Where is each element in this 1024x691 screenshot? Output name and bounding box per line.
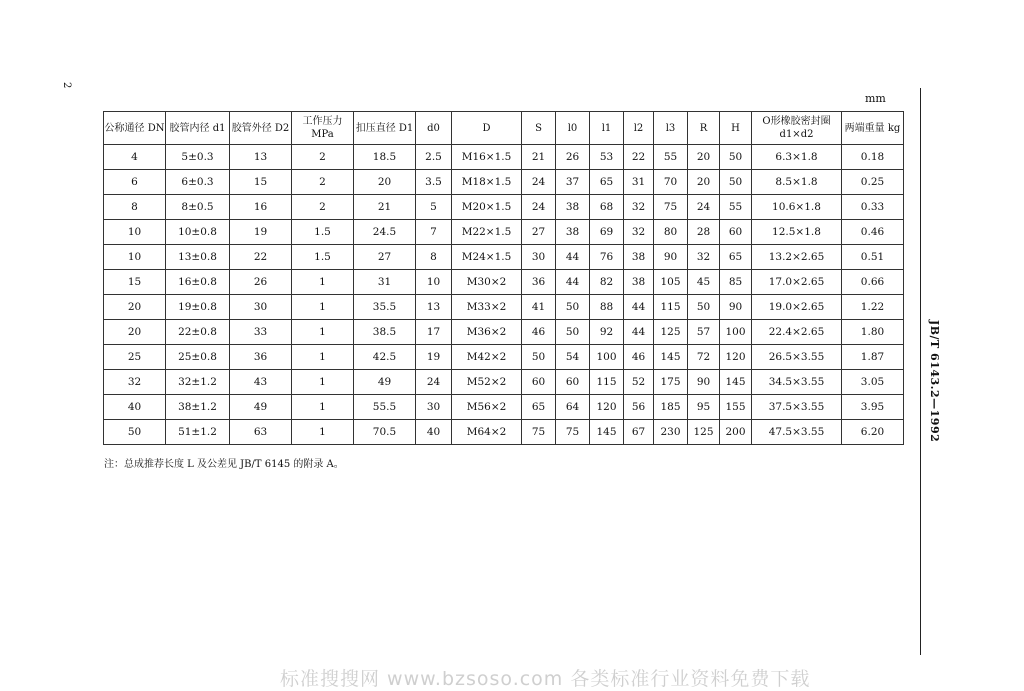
- table-cell: 1: [292, 295, 354, 320]
- table-cell: 72: [688, 345, 720, 370]
- table-cell: 75: [522, 420, 556, 445]
- table-row: [104, 145, 904, 170]
- table-cell: M33×2: [452, 295, 522, 320]
- table-cell: M24×1.5: [452, 245, 522, 270]
- table-cell: 50: [556, 295, 590, 320]
- table-cell: 13±0.8: [166, 245, 230, 270]
- table-cell: 38.5: [354, 320, 416, 345]
- table-cell: 1.87: [842, 345, 904, 370]
- table-row: [104, 170, 904, 195]
- table-cell: 6±0.3: [166, 170, 230, 195]
- table-cell: 1.5: [292, 220, 354, 245]
- table-cell: 115: [590, 370, 624, 395]
- table-cell: M16×1.5: [452, 145, 522, 170]
- table-cell: 50: [720, 170, 752, 195]
- table-cell: 5: [416, 195, 452, 220]
- table-cell: 22.4×2.65: [752, 320, 842, 345]
- table-cell: 38: [624, 245, 654, 270]
- table-cell: M42×2: [452, 345, 522, 370]
- table-cell: 68: [590, 195, 624, 220]
- table-cell: 145: [720, 370, 752, 395]
- column-header: l3: [654, 112, 688, 145]
- column-header: H: [720, 112, 752, 145]
- table-cell: 32: [624, 220, 654, 245]
- table-cell: 16±0.8: [166, 270, 230, 295]
- table-cell: 60: [720, 220, 752, 245]
- table-row: [104, 270, 904, 295]
- table-cell: 22: [230, 245, 292, 270]
- table-cell: 100: [720, 320, 752, 345]
- table-cell: 64: [556, 395, 590, 420]
- table-cell: 16: [230, 195, 292, 220]
- table-cell: 125: [688, 420, 720, 445]
- table-cell: 8.5×1.8: [752, 170, 842, 195]
- table-cell: 88: [590, 295, 624, 320]
- table-cell: 145: [590, 420, 624, 445]
- table-cell: 38: [624, 270, 654, 295]
- table-cell: 32: [104, 370, 166, 395]
- table-cell: M22×1.5: [452, 220, 522, 245]
- table-cell: 28: [688, 220, 720, 245]
- table-cell: 50: [104, 420, 166, 445]
- table-cell: 1: [292, 320, 354, 345]
- table-cell: 43: [230, 370, 292, 395]
- column-header: 胶管外径 D2: [230, 112, 292, 145]
- table-cell: 55: [654, 145, 688, 170]
- spec-table: [103, 111, 904, 445]
- table-cell: 1.5: [292, 245, 354, 270]
- table-cell: 30: [522, 245, 556, 270]
- table-cell: 6.20: [842, 420, 904, 445]
- unit-label: mm: [865, 92, 886, 105]
- table-cell: M64×2: [452, 420, 522, 445]
- table-cell: 5±0.3: [166, 145, 230, 170]
- table-cell: 21: [522, 145, 556, 170]
- table-cell: 52: [624, 370, 654, 395]
- table-cell: 24.5: [354, 220, 416, 245]
- table-cell: 76: [590, 245, 624, 270]
- table-cell: M20×1.5: [452, 195, 522, 220]
- table-cell: 8: [104, 195, 166, 220]
- table-cell: 0.51: [842, 245, 904, 270]
- table-cell: 90: [654, 245, 688, 270]
- table-cell: 54: [556, 345, 590, 370]
- table-cell: 10.6×1.8: [752, 195, 842, 220]
- column-header: R: [688, 112, 720, 145]
- table-cell: 70: [654, 170, 688, 195]
- table-cell: 85: [720, 270, 752, 295]
- table-cell: 12.5×1.8: [752, 220, 842, 245]
- table-cell: M56×2: [452, 395, 522, 420]
- table-cell: 0.25: [842, 170, 904, 195]
- table-body: [104, 145, 904, 445]
- table-cell: 21: [354, 195, 416, 220]
- table-cell: 75: [556, 420, 590, 445]
- table-cell: 3.05: [842, 370, 904, 395]
- table-cell: 20: [688, 170, 720, 195]
- table-cell: 24: [522, 195, 556, 220]
- table-row: [104, 220, 904, 245]
- table-cell: 30: [230, 295, 292, 320]
- column-header: D: [452, 112, 522, 145]
- table-cell: 31: [354, 270, 416, 295]
- table-cell: M36×2: [452, 320, 522, 345]
- table-cell: 19: [230, 220, 292, 245]
- table-cell: 13: [230, 145, 292, 170]
- table-cell: 1: [292, 345, 354, 370]
- table-cell: 63: [230, 420, 292, 445]
- table-cell: 33: [230, 320, 292, 345]
- table-cell: 8: [416, 245, 452, 270]
- table-cell: 24: [416, 370, 452, 395]
- table-cell: 80: [654, 220, 688, 245]
- table-cell: 67: [624, 420, 654, 445]
- table-cell: 36: [230, 345, 292, 370]
- table-cell: 22: [624, 145, 654, 170]
- table-cell: 25±0.8: [166, 345, 230, 370]
- table-cell: 55: [720, 195, 752, 220]
- table-row: [104, 395, 904, 420]
- table-cell: 145: [654, 345, 688, 370]
- table-cell: 200: [720, 420, 752, 445]
- table-cell: 37: [556, 170, 590, 195]
- table-cell: 1: [292, 270, 354, 295]
- table-cell: 20: [104, 320, 166, 345]
- table-cell: 69: [590, 220, 624, 245]
- column-header: 公称通径 DN: [104, 112, 166, 145]
- standard-code: JB/T 6143.2—1992: [928, 320, 941, 443]
- table-cell: 75: [654, 195, 688, 220]
- table-cell: 2: [292, 170, 354, 195]
- table-cell: 1.80: [842, 320, 904, 345]
- table-cell: M18×1.5: [452, 170, 522, 195]
- table-cell: 38±1.2: [166, 395, 230, 420]
- table-cell: 2: [292, 195, 354, 220]
- table-cell: 1: [292, 370, 354, 395]
- table-cell: 19: [416, 345, 452, 370]
- table-cell: 90: [720, 295, 752, 320]
- table-cell: 47.5×3.55: [752, 420, 842, 445]
- table-cell: 26: [556, 145, 590, 170]
- table-cell: 51±1.2: [166, 420, 230, 445]
- column-header: O形橡胶密封圈 d1×d2: [752, 112, 842, 145]
- table-cell: 38: [556, 220, 590, 245]
- header-row: [104, 112, 904, 145]
- table-cell: 100: [590, 345, 624, 370]
- table-cell: 0.66: [842, 270, 904, 295]
- table-cell: 20: [354, 170, 416, 195]
- table-cell: 10±0.8: [166, 220, 230, 245]
- table-row: [104, 370, 904, 395]
- table-cell: 3.5: [416, 170, 452, 195]
- table-cell: 13.2×2.65: [752, 245, 842, 270]
- table-cell: 30: [416, 395, 452, 420]
- table-cell: 120: [720, 345, 752, 370]
- table-cell: 95: [688, 395, 720, 420]
- table-cell: 6.3×1.8: [752, 145, 842, 170]
- table-cell: 82: [590, 270, 624, 295]
- table-cell: 40: [104, 395, 166, 420]
- table-cell: 32±1.2: [166, 370, 230, 395]
- table-cell: 19.0×2.65: [752, 295, 842, 320]
- column-header: S: [522, 112, 556, 145]
- table-cell: 1: [292, 395, 354, 420]
- table-cell: 19±0.8: [166, 295, 230, 320]
- table-cell: 49: [230, 395, 292, 420]
- table-cell: 50: [688, 295, 720, 320]
- table-cell: 32: [688, 245, 720, 270]
- table-cell: 26: [230, 270, 292, 295]
- table-cell: 38: [556, 195, 590, 220]
- column-header: 胶管内径 d1: [166, 112, 230, 145]
- table-cell: 53: [590, 145, 624, 170]
- table-row: [104, 245, 904, 270]
- table-cell: 60: [556, 370, 590, 395]
- table-cell: 27: [354, 245, 416, 270]
- table-cell: 17.0×2.65: [752, 270, 842, 295]
- table-cell: 125: [654, 320, 688, 345]
- table-cell: 50: [720, 145, 752, 170]
- column-header: l1: [590, 112, 624, 145]
- table-cell: 15: [230, 170, 292, 195]
- table-cell: 1: [292, 420, 354, 445]
- table-cell: 3.95: [842, 395, 904, 420]
- table-cell: 41: [522, 295, 556, 320]
- table-cell: 50: [522, 345, 556, 370]
- table-cell: 27: [522, 220, 556, 245]
- table-cell: 18.5: [354, 145, 416, 170]
- table-cell: 15: [104, 270, 166, 295]
- table-cell: 17: [416, 320, 452, 345]
- table-cell: 46: [624, 345, 654, 370]
- column-header: 扣压直径 D1: [354, 112, 416, 145]
- table-cell: 24: [688, 195, 720, 220]
- table-cell: 45: [688, 270, 720, 295]
- table-cell: 49: [354, 370, 416, 395]
- table-cell: 32: [624, 195, 654, 220]
- table-row: [104, 295, 904, 320]
- table-cell: 92: [590, 320, 624, 345]
- table-cell: 46: [522, 320, 556, 345]
- table-cell: 2.5: [416, 145, 452, 170]
- table-cell: 6: [104, 170, 166, 195]
- table-row: [104, 345, 904, 370]
- table-cell: 31: [624, 170, 654, 195]
- table-cell: 105: [654, 270, 688, 295]
- table-cell: 10: [104, 245, 166, 270]
- table-cell: 20: [104, 295, 166, 320]
- table-row: [104, 420, 904, 445]
- table-cell: 60: [522, 370, 556, 395]
- table-cell: 25: [104, 345, 166, 370]
- table-cell: 57: [688, 320, 720, 345]
- table-cell: 185: [654, 395, 688, 420]
- table-cell: 175: [654, 370, 688, 395]
- table-cell: 65: [720, 245, 752, 270]
- table-cell: 0.33: [842, 195, 904, 220]
- table-cell: 26.5×3.55: [752, 345, 842, 370]
- table-cell: 34.5×3.55: [752, 370, 842, 395]
- table-cell: 230: [654, 420, 688, 445]
- table-row: [104, 195, 904, 220]
- column-header: l0: [556, 112, 590, 145]
- table-cell: 10: [416, 270, 452, 295]
- table-cell: 37.5×3.55: [752, 395, 842, 420]
- table-cell: 70.5: [354, 420, 416, 445]
- table-cell: 20: [688, 145, 720, 170]
- table-cell: 35.5: [354, 295, 416, 320]
- table-cell: 90: [688, 370, 720, 395]
- table-cell: 2: [292, 145, 354, 170]
- table-cell: 7: [416, 220, 452, 245]
- table-cell: 24: [522, 170, 556, 195]
- table-cell: 44: [556, 270, 590, 295]
- page-number: 2: [61, 82, 72, 89]
- table-cell: M30×2: [452, 270, 522, 295]
- table-cell: 65: [522, 395, 556, 420]
- table-cell: 44: [624, 320, 654, 345]
- table-cell: 42.5: [354, 345, 416, 370]
- watermark-footer: 标准搜搜网 www.bzsoso.com 各类标准行业资料免费下载: [280, 668, 811, 690]
- table-cell: 44: [624, 295, 654, 320]
- column-header: 工作压力 MPa: [292, 112, 354, 145]
- table-cell: 50: [556, 320, 590, 345]
- table-cell: 115: [654, 295, 688, 320]
- table-cell: 0.18: [842, 145, 904, 170]
- table-note: 注：总成推荐长度 L 及公差见 JB/T 6145 的附录 A。: [104, 459, 344, 470]
- table-cell: M52×2: [452, 370, 522, 395]
- table-cell: 8±0.5: [166, 195, 230, 220]
- table-cell: 4: [104, 145, 166, 170]
- table-cell: 0.46: [842, 220, 904, 245]
- table-cell: 120: [590, 395, 624, 420]
- table-cell: 10: [104, 220, 166, 245]
- margin-rule: [920, 88, 921, 655]
- table-cell: 13: [416, 295, 452, 320]
- table-cell: 55.5: [354, 395, 416, 420]
- table-row: [104, 320, 904, 345]
- table-cell: 1.22: [842, 295, 904, 320]
- table-cell: 40: [416, 420, 452, 445]
- table-cell: 36: [522, 270, 556, 295]
- table-cell: 22±0.8: [166, 320, 230, 345]
- table-cell: 44: [556, 245, 590, 270]
- table-cell: 65: [590, 170, 624, 195]
- column-header: d0: [416, 112, 452, 145]
- table-cell: 155: [720, 395, 752, 420]
- column-header: l2: [624, 112, 654, 145]
- column-header: 两端重量 kg: [842, 112, 904, 145]
- table-cell: 56: [624, 395, 654, 420]
